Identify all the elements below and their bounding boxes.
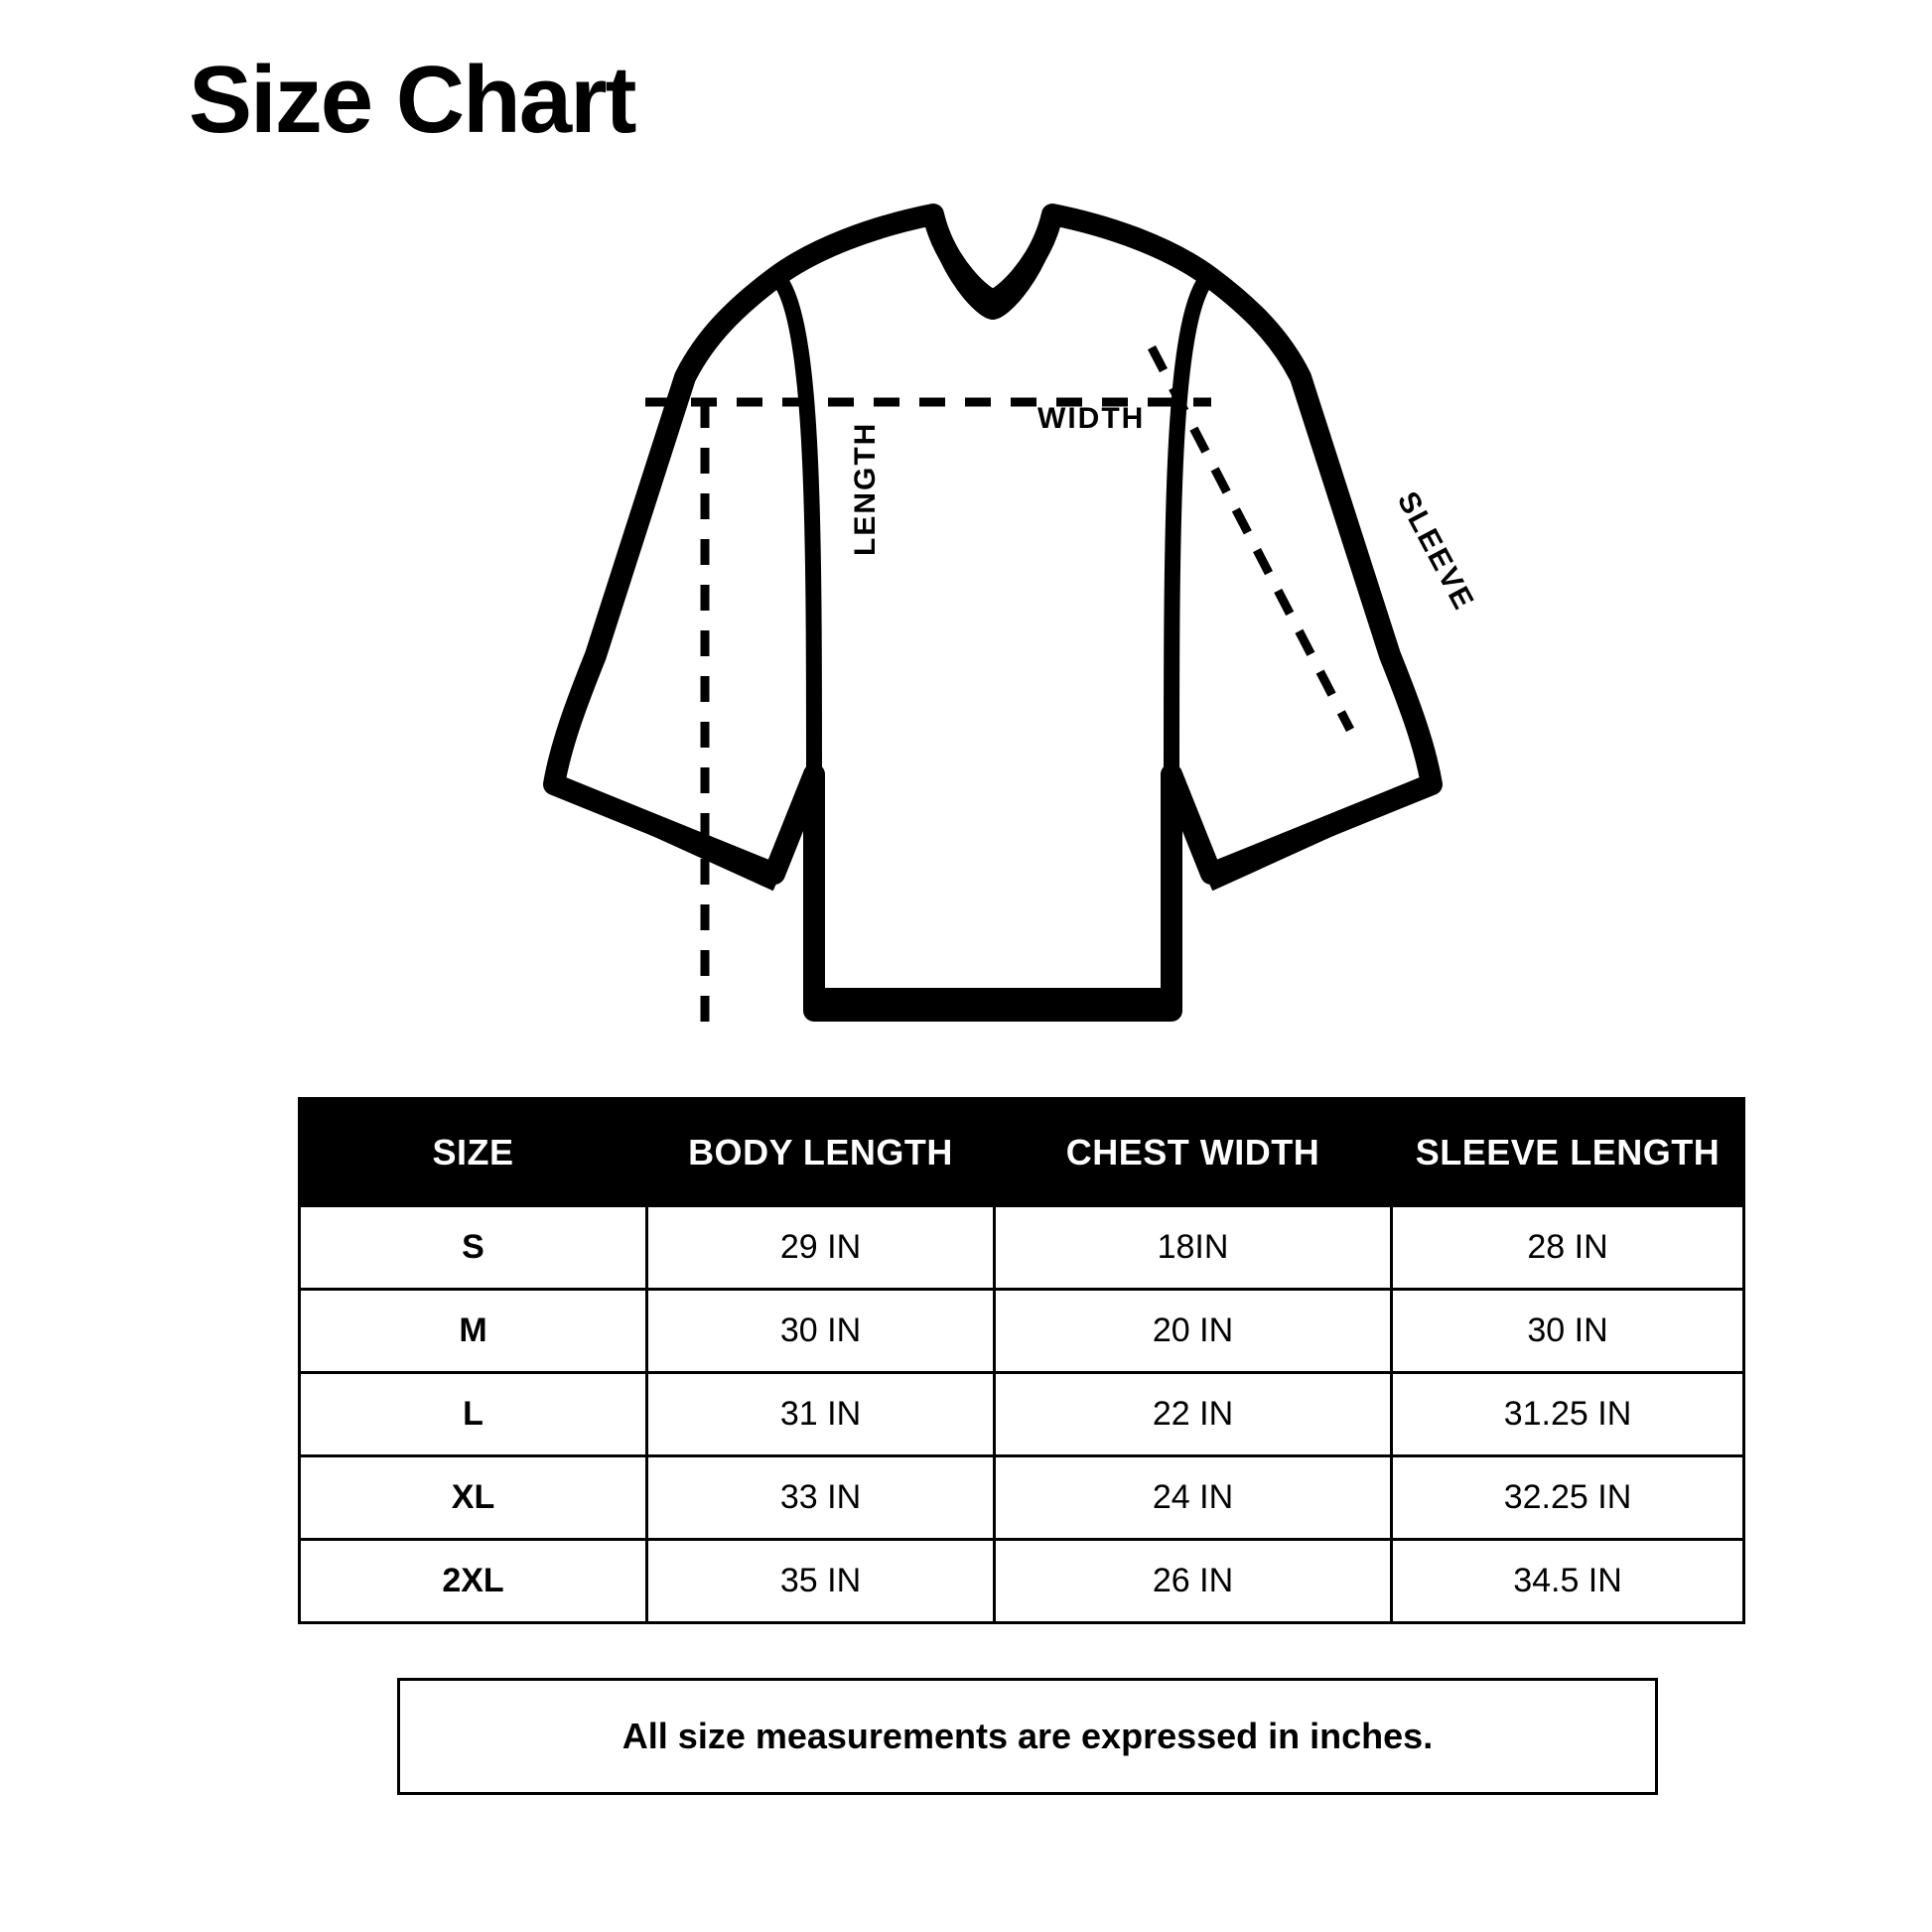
label-length: LENGTH xyxy=(849,421,882,556)
cell-size: 2XL xyxy=(300,1540,647,1623)
table-row xyxy=(300,1373,1744,1456)
page-title: Size Chart xyxy=(189,47,635,153)
cell-sleeve-length: 31.25 IN xyxy=(1392,1373,1744,1456)
cell-chest-width: 20 IN xyxy=(995,1290,1392,1373)
size-table xyxy=(298,1097,1745,1624)
table-header-row xyxy=(300,1099,1744,1206)
footnote-text: All size measurements are expressed in inches. xyxy=(621,1716,1434,1756)
column-header-body-length: BODY LENGTH xyxy=(647,1099,995,1206)
cell-sleeve-length: 28 IN xyxy=(1392,1206,1744,1290)
cell-size: L xyxy=(300,1373,647,1456)
cell-sleeve-length: 32.25 IN xyxy=(1392,1456,1744,1540)
cell-body-length: 35 IN xyxy=(647,1540,995,1623)
label-sleeve: SLEEVE xyxy=(1390,486,1481,617)
cell-chest-width: 18IN xyxy=(995,1206,1392,1290)
garment-illustration xyxy=(516,189,1469,1082)
cell-body-length: 31 IN xyxy=(647,1373,995,1456)
column-header-size: SIZE xyxy=(300,1099,647,1206)
cell-body-length: 33 IN xyxy=(647,1456,995,1540)
cell-chest-width: 22 IN xyxy=(995,1373,1392,1456)
cell-size: S xyxy=(300,1206,647,1290)
cell-chest-width: 24 IN xyxy=(995,1456,1392,1540)
table-row xyxy=(300,1540,1744,1623)
cell-chest-width: 26 IN xyxy=(995,1540,1392,1623)
cell-sleeve-length: 34.5 IN xyxy=(1392,1540,1744,1623)
table-row xyxy=(300,1206,1744,1290)
footnote-box xyxy=(397,1678,1658,1795)
cell-size: M xyxy=(300,1290,647,1373)
cell-body-length: 29 IN xyxy=(647,1206,995,1290)
cell-size: XL xyxy=(300,1456,647,1540)
cell-sleeve-length: 30 IN xyxy=(1392,1290,1744,1373)
table-row xyxy=(300,1456,1744,1540)
column-header-sleeve-length: SLEEVE LENGTH xyxy=(1392,1099,1744,1206)
shirt-outline-icon xyxy=(516,189,1469,1082)
cell-body-length: 30 IN xyxy=(647,1290,995,1373)
label-width: WIDTH xyxy=(1037,402,1146,435)
table-row xyxy=(300,1290,1744,1373)
column-header-chest-width: CHEST WIDTH xyxy=(995,1099,1392,1206)
